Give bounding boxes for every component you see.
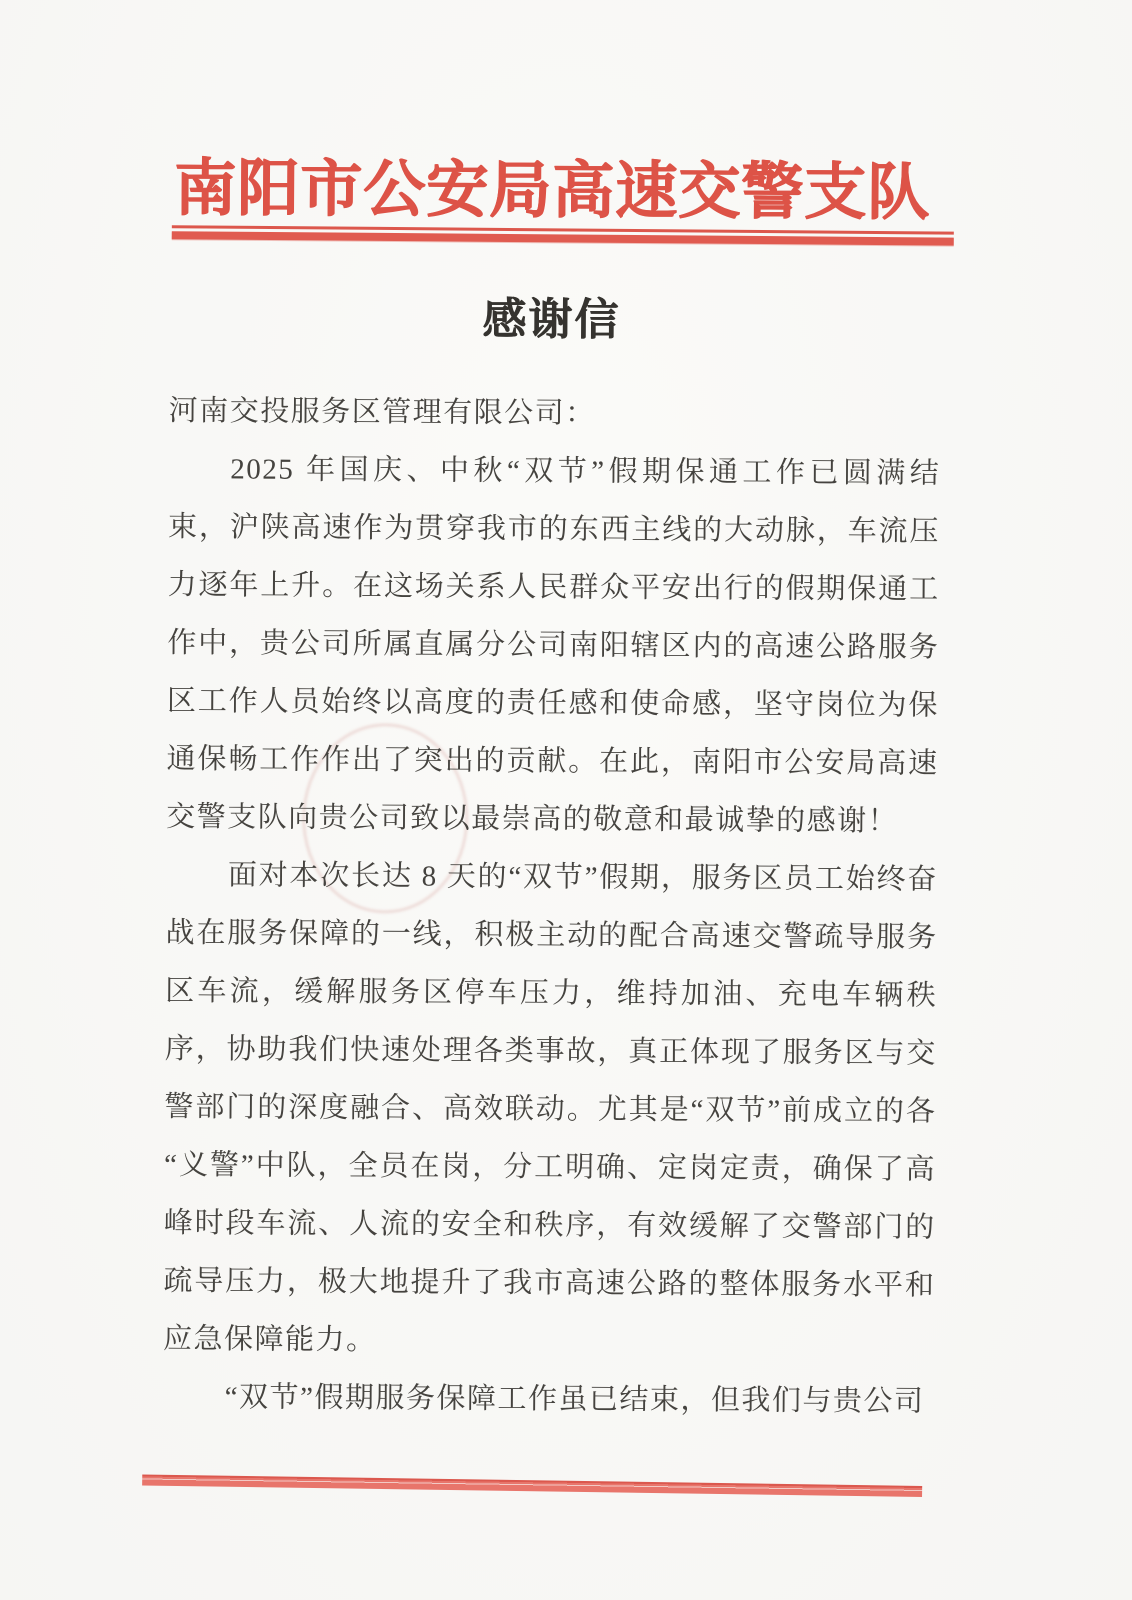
body-paragraph-2: 面对本次长达 8 天的“双节”假期，服务区员工始终奋战在服务保障的一线，积极主动的配合高速交警疏导服务区车流，缓解服务区停车压力，维持加油、充电车辆秩序，协助我们快速处理各类事故，真正体现了服务区与交警部门的深度融合、高效联动。尤其是“双节”前成立的各“义警”中队，全员在岗，分工明确、定岗定责，确保了高峰时段车流、人流的安全和秩序，有效缓解了交警部门的疏导压力，极大地提升了我市高速公路的整体服务水平和应急保障能力。 [162, 859, 938, 1357]
salutation: 河南交投服务区管理有限公司： [168, 394, 596, 430]
footer-rule [142, 1474, 922, 1497]
letterhead-double-rule [172, 225, 954, 245]
document-title: 感谢信 [482, 294, 621, 345]
letter-body [163, 382, 941, 1431]
body-paragraph-3: “双节”假期服务保障工作虽已结束，但我们与贵公司 [224, 1381, 925, 1418]
letterhead-title: 南阳市公安局高速交警支队 [173, 155, 931, 228]
body-paragraph-1: 2025 年国庆、中秋“双节”假期保通工作已圆满结束，沪陕高速作为贯穿我市的东西主线的大动脉，车流压力逐年上升。在这场关系人民群众平安出行的假期保通工作中，贵公司所属直属分公司南阳辖区内的高速公路服务区工作人员始终以高度的责任感和使命感，坚守岗位为保通保畅工作作出了突出的贡献。在此，南阳市公安局高速交警支队向贵公司致以最崇高的敬意和最诚挚的感谢！ [166, 453, 941, 838]
